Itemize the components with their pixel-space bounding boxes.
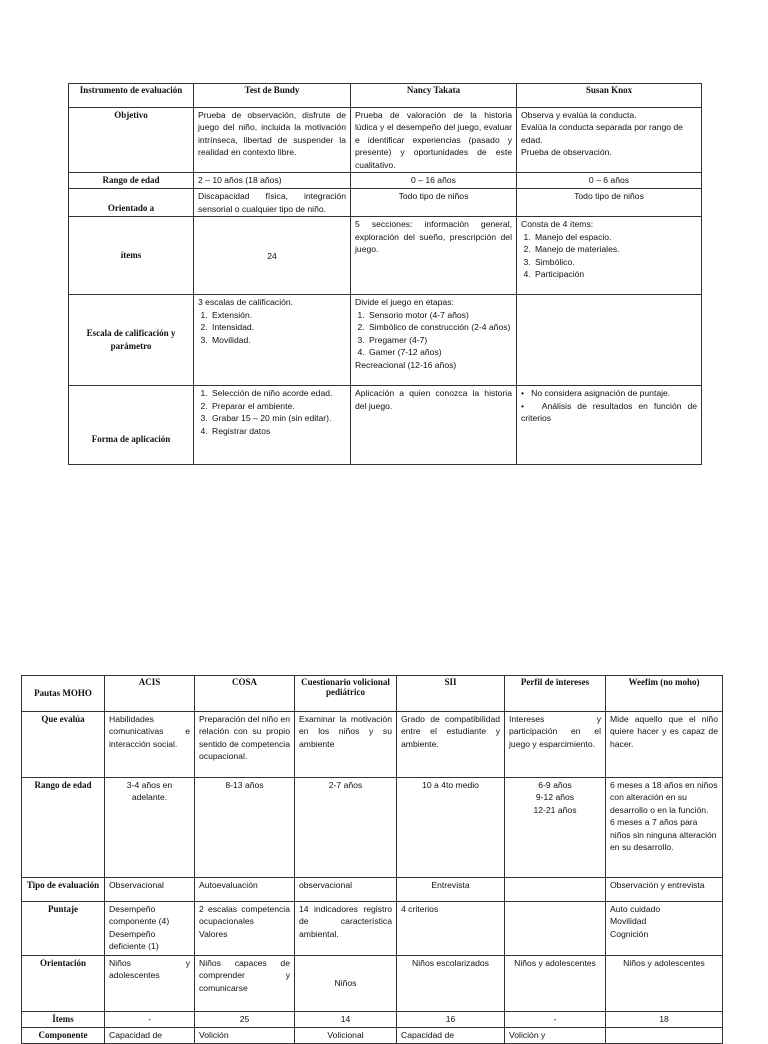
row-rango — [69, 173, 702, 189]
header-weefim: Weefim (no moho) — [606, 676, 723, 712]
row-forma — [69, 386, 702, 465]
table-cell: Preparación del niño en relación con su propio sentido de competencia ocupacional. — [195, 712, 295, 778]
table-cell: Examinar la motivación en los niños y su ambiente — [295, 712, 397, 778]
header-perfil: Perfil de intereses — [505, 676, 606, 712]
row-label: Puntaje — [22, 902, 105, 956]
table-cell: Capacidad de — [105, 1028, 195, 1044]
row-label: Que evalúa — [22, 712, 105, 778]
bundy-escala-intro: 3 escalas de calificación. — [198, 297, 294, 308]
knox-forma — [517, 386, 702, 465]
takata-orientado: Todo tipo de niños — [351, 189, 517, 217]
table-row — [22, 1012, 723, 1028]
table-cell: Niños y adolescentes — [105, 956, 195, 1012]
bundy-escala — [194, 295, 351, 386]
row-escala — [69, 295, 702, 386]
knox-objetivo — [517, 108, 702, 173]
table-cell: 14 indicadores registro de característica ambiental. — [295, 902, 397, 956]
table-cell — [505, 878, 606, 902]
table-row — [22, 878, 723, 902]
knox-escala — [517, 295, 702, 386]
list-item: 3. Movilidad. — [210, 334, 346, 346]
row-objetivo — [69, 108, 702, 173]
knox-objetivo-line: Observa y evalúa la conducta. — [521, 110, 637, 120]
knox-orientado: Todo tipo de niños — [517, 189, 702, 217]
table-row — [22, 778, 723, 878]
table-cell: Capacidad de — [397, 1028, 505, 1044]
table-cell: 18 — [606, 1012, 723, 1028]
row-orientado — [69, 189, 702, 217]
list-item: 1. Selección de niño acorde edad. — [210, 387, 346, 399]
table-cell: Observación y entrevista — [606, 878, 723, 902]
header-takata: Nancy Takata — [351, 84, 517, 108]
table-cell: Intereses y participación en el juego y esparcimiento. — [505, 712, 606, 778]
table-row — [22, 902, 723, 956]
bundy-forma — [194, 386, 351, 465]
instrument-comparison-table — [68, 83, 702, 465]
list-item: 3. Pregamer (4-7) — [367, 334, 512, 346]
table-cell: Observacional — [105, 878, 195, 902]
table-cell: 14 — [295, 1012, 397, 1028]
takata-objetivo: Prueba de valoración de la historia lúdica y el desempeño del juego, evaluar e identificar experiencias (pasado y presente) y oportunidades de este cualitativo. — [351, 108, 517, 173]
knox-objetivo-line: Evalúa la conducta separada por rango de edad. — [521, 122, 683, 145]
header-row — [22, 676, 723, 712]
list-item: 1. Extensión. — [210, 309, 346, 321]
header-cosa: COSA — [195, 676, 295, 712]
row-label: Ítems — [22, 1012, 105, 1028]
bundy-items: 24 — [194, 217, 351, 295]
list-item: 3. Simbólico. — [533, 256, 697, 268]
takata-escala-tail: Recreacional (12-16 años) — [355, 359, 457, 370]
knox-rango: 0 – 6 años — [517, 173, 702, 189]
knox-items-intro: Consta de 4 ítems: — [521, 219, 594, 230]
table-cell: - — [105, 1012, 195, 1028]
moho-comparison-table — [21, 675, 723, 1044]
label-orientado: Orientado a — [69, 189, 194, 217]
table-cell: Entrevista — [397, 878, 505, 902]
label-objetivo: Objetivo — [69, 108, 194, 173]
bundy-objetivo: Prueba de observación, disfrute de juego del niño, incluida la motivación intrínseca, libertad de suspender la realidad en contexto libre. — [194, 108, 351, 173]
table-row — [22, 1028, 723, 1044]
takata-rango: 0 – 16 años — [351, 173, 517, 189]
table-cell: Habilidades comunicativas e interacción social. — [105, 712, 195, 778]
list-item: 2. Manejo de materiales. — [533, 243, 697, 255]
table-cell: Volición — [195, 1028, 295, 1044]
table-cell: Niños capaces de comprender y comunicarse — [195, 956, 295, 1012]
header-cuestionario: Cuestionario volicional pediátrico — [295, 676, 397, 712]
table-cell — [606, 1028, 723, 1044]
table-cell: Volicional — [295, 1028, 397, 1044]
list-item: 2. Simbólico de construcción (2-4 años) — [367, 321, 512, 333]
bundy-rango: 2 – 10 años (18 años) — [194, 173, 351, 189]
moho-table-body — [22, 712, 723, 1044]
table-row — [22, 956, 723, 1012]
table-cell: 10 a 4to medio — [397, 778, 505, 878]
table-cell: Niños escolarizados — [397, 956, 505, 1012]
takata-escala-intro: Divide el juego en etapas: — [355, 297, 454, 308]
list-item: 1. Sensorio motor (4-7 años) — [367, 309, 512, 321]
row-label: Tipo de evaluación — [22, 878, 105, 902]
knox-items — [517, 217, 702, 295]
header-instrumento: Instrumento de evaluación — [69, 84, 194, 108]
takata-escala — [351, 295, 517, 386]
label-items: ítems — [69, 217, 194, 295]
list-item: 1. Manejo del espacio. — [533, 231, 697, 243]
list-item: 4. Gamer (7-12 años) — [367, 346, 512, 358]
list-item: • Análisis de resultados en función de criterios — [521, 400, 698, 424]
header-acis: ACIS — [105, 676, 195, 712]
label-escala: Escala de calificación y parámetro — [69, 295, 194, 386]
bundy-orientado: Discapacidad física, integración sensorial o cualquier tipo de niño. — [194, 189, 351, 217]
table-cell: observacional — [295, 878, 397, 902]
list-item: • No considera asignación de puntaje. — [521, 388, 671, 399]
row-items — [69, 217, 702, 295]
table-cell: Mide aquello que el niño quiere hacer y es capaz de hacer. — [606, 712, 723, 778]
row-label: Rango de edad — [22, 778, 105, 878]
table-cell: 3-4 años en adelante. — [105, 778, 195, 878]
header-bundy: Test de Bundy — [194, 84, 351, 108]
list-item: 2. Intensidad. — [210, 321, 346, 333]
knox-objetivo-line: Prueba de observación. — [521, 147, 612, 158]
table-cell: 2 escalas competencia ocupacionales Valores — [195, 902, 295, 956]
takata-forma: Aplicación a quien conozca la historia del juego. — [351, 386, 517, 465]
table-cell: Niños y adolescentes — [606, 956, 723, 1012]
table-cell: 4 criterios — [397, 902, 505, 956]
table-cell: 16 — [397, 1012, 505, 1028]
takata-items: 5 secciones: información general, exploración del sueño, prescripción del juego. — [351, 217, 517, 295]
header-knox: Susan Knox — [517, 84, 702, 108]
table-cell: 8-13 años — [195, 778, 295, 878]
list-item: 2. Preparar el ambiente. — [210, 400, 346, 412]
table-cell: - — [505, 1012, 606, 1028]
table-cell — [505, 902, 606, 956]
table-cell: 6-9 años 9-12 años 12-21 años — [505, 778, 606, 878]
table-cell: Niños y adolescentes — [505, 956, 606, 1012]
table-cell: Auto cuidado Movilidad Cognición — [606, 902, 723, 956]
header-sii: SII — [397, 676, 505, 712]
table-row — [22, 712, 723, 778]
label-rango: Rango de edad — [69, 173, 194, 189]
table-cell: Autoevaluación — [195, 878, 295, 902]
header-pautas: Pautas MOHO — [22, 676, 105, 712]
table-cell: 25 — [195, 1012, 295, 1028]
table-cell: 2-7 años — [295, 778, 397, 878]
row-label: Componente — [22, 1028, 105, 1044]
label-forma: Forma de aplicación — [69, 386, 194, 465]
table-cell: Desempeño componente (4) Desempeño deficiente (1) — [105, 902, 195, 956]
row-label: Orientación — [22, 956, 105, 1012]
table-cell: 6 meses a 18 años en niños con alteración en su desarrollo o en la función. 6 meses a 7 años para niños sin ninguna alteración en su desarrollo. — [606, 778, 723, 878]
list-item: 3. Grabar 15 – 20 min (sin editar). — [210, 412, 346, 424]
header-row — [69, 84, 702, 108]
table-cell: Volición y — [505, 1028, 606, 1044]
list-item: 4. Participación — [533, 268, 697, 280]
list-item: 4. Registrar datos — [210, 425, 346, 437]
table-cell: Grado de compatibilidad entre el estudiante y ambiente. — [397, 712, 505, 778]
table-cell: Niños — [295, 956, 397, 1012]
